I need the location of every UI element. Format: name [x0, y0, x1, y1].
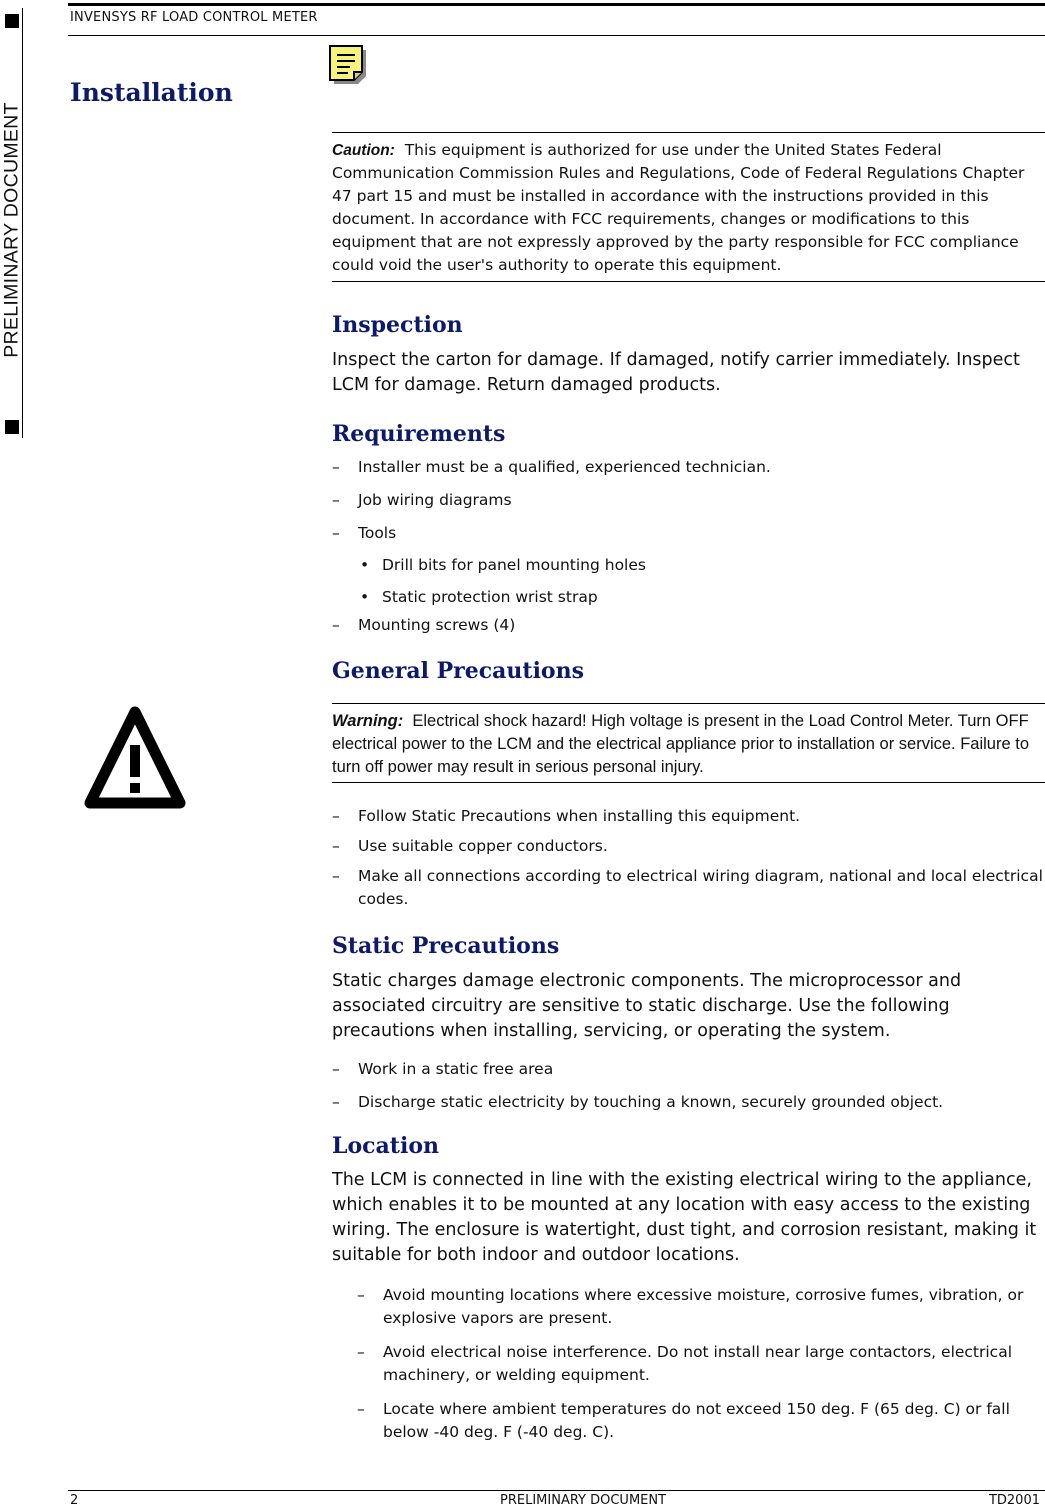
footer-center-text: PRELIMINARY DOCUMENT [500, 1493, 667, 1508]
warning-triangle-icon [80, 703, 190, 811]
caution-text: This equipment is authorized for use under the United States Federal Communication Commission Rules and Regulations, Code of Federal Regulations Chapter 47 part 15 and must be installed in accordance with the instructions provided in this document. In accordance with FCC requirements, changes or modifications to this equipment that are not expressly approved by the party responsible for FCC compliance could void the user's authority to operate this equipment. [332, 141, 1025, 274]
list-item: – Tools [332, 524, 397, 542]
note-icon [328, 44, 368, 88]
inspection-text: Inspect the carton for damage. If damaged, notify carrier immediately. Inspect LCM for damage. Return damaged products. [332, 350, 1020, 395]
list-item: – Avoid mounting locations where excessive moisture, corrosive fumes, vibration, or explosive vapors are present. [357, 1286, 1024, 1327]
warning-rule-top [332, 703, 1045, 704]
list-item: • Static protection wrist strap [360, 588, 598, 606]
footer-rule [68, 1490, 1045, 1491]
tools-list [356, 556, 1044, 616]
list-item: – Make all connections according to electrical wiring diagram, national and local electrical codes. [332, 867, 1043, 908]
general-precautions-list [332, 805, 1044, 911]
caution-label: Caution: [332, 142, 395, 159]
list-item: – Installer must be a qualified, experienced technician. [332, 458, 771, 476]
static-precautions-list [332, 1058, 1044, 1114]
section-title: Installation [70, 78, 233, 107]
banner-block-top [5, 14, 19, 28]
list-item: – Work in a static free area [332, 1060, 554, 1078]
requirements-heading: Requirements [332, 421, 506, 447]
header-rule-bottom [68, 35, 1045, 36]
caution-rule-bottom [332, 281, 1045, 282]
inspection-heading: Inspection [332, 312, 463, 338]
header-title: INVENSYS RF LOAD CONTROL METER [70, 10, 318, 25]
side-banner [2, 8, 23, 438]
static-precautions-text: Static charges damage electronic components. The microprocessor and associated circuitry are sensitive to static discharge. Use the following precautions when installing, servicing, or operating the system. [332, 971, 962, 1041]
location-text: The LCM is connected in line with the existing electrical wiring to the appliance, which enables it to be mounted at any location with easy access to the existing wiring. The enclosure is watertight, dust tight, and corrosion resistant, making it suitable for both indoor and outdoor locations. [332, 1170, 1037, 1265]
header-rule-top [68, 3, 1045, 6]
warning-label: Warning: [332, 712, 404, 730]
requirements-list-end [332, 616, 1044, 634]
static-precautions-heading: Static Precautions [332, 933, 560, 959]
location-heading: Location [332, 1133, 439, 1159]
list-item: – Mounting screws (4) [332, 616, 516, 634]
page-number: 2 [70, 1493, 79, 1508]
side-banner-text: PRELIMINARY DOCUMENT [0, 102, 23, 358]
caution-rule-top [332, 132, 1045, 133]
list-item: – Locate where ambient temperatures do not exceed 150 deg. F (65 deg. C) or fall below -40 deg. F (-40 deg. C). [357, 1400, 1010, 1441]
list-item: • Drill bits for panel mounting holes [360, 556, 646, 574]
requirements-list [332, 458, 1044, 557]
warning-text: Electrical shock hazard! High voltage is present in the Load Control Meter. Turn OFF electrical power to the LCM and the electrical appliance prior to installation or service. Failure to turn off power may result in serious personal injury. [332, 712, 1030, 776]
warning-rule-bottom [332, 782, 1045, 783]
general-precautions-heading: General Precautions [332, 658, 584, 684]
doc-id: TD2001 [988, 1493, 1040, 1508]
list-item: – Discharge static electricity by touching a known, securely grounded object. [332, 1093, 944, 1111]
list-item: – Use suitable copper conductors. [332, 837, 608, 855]
location-list [357, 1284, 1044, 1444]
list-item: – Avoid electrical noise interference. Do not install near large contactors, electrical machinery, or welding equipment. [357, 1343, 1013, 1384]
list-item: – Job wiring diagrams [332, 491, 512, 509]
list-item: – Follow Static Precautions when installing this equipment. [332, 807, 801, 825]
warning-note [332, 710, 1045, 779]
banner-block-bottom [5, 420, 19, 434]
caution-note [332, 139, 1044, 277]
